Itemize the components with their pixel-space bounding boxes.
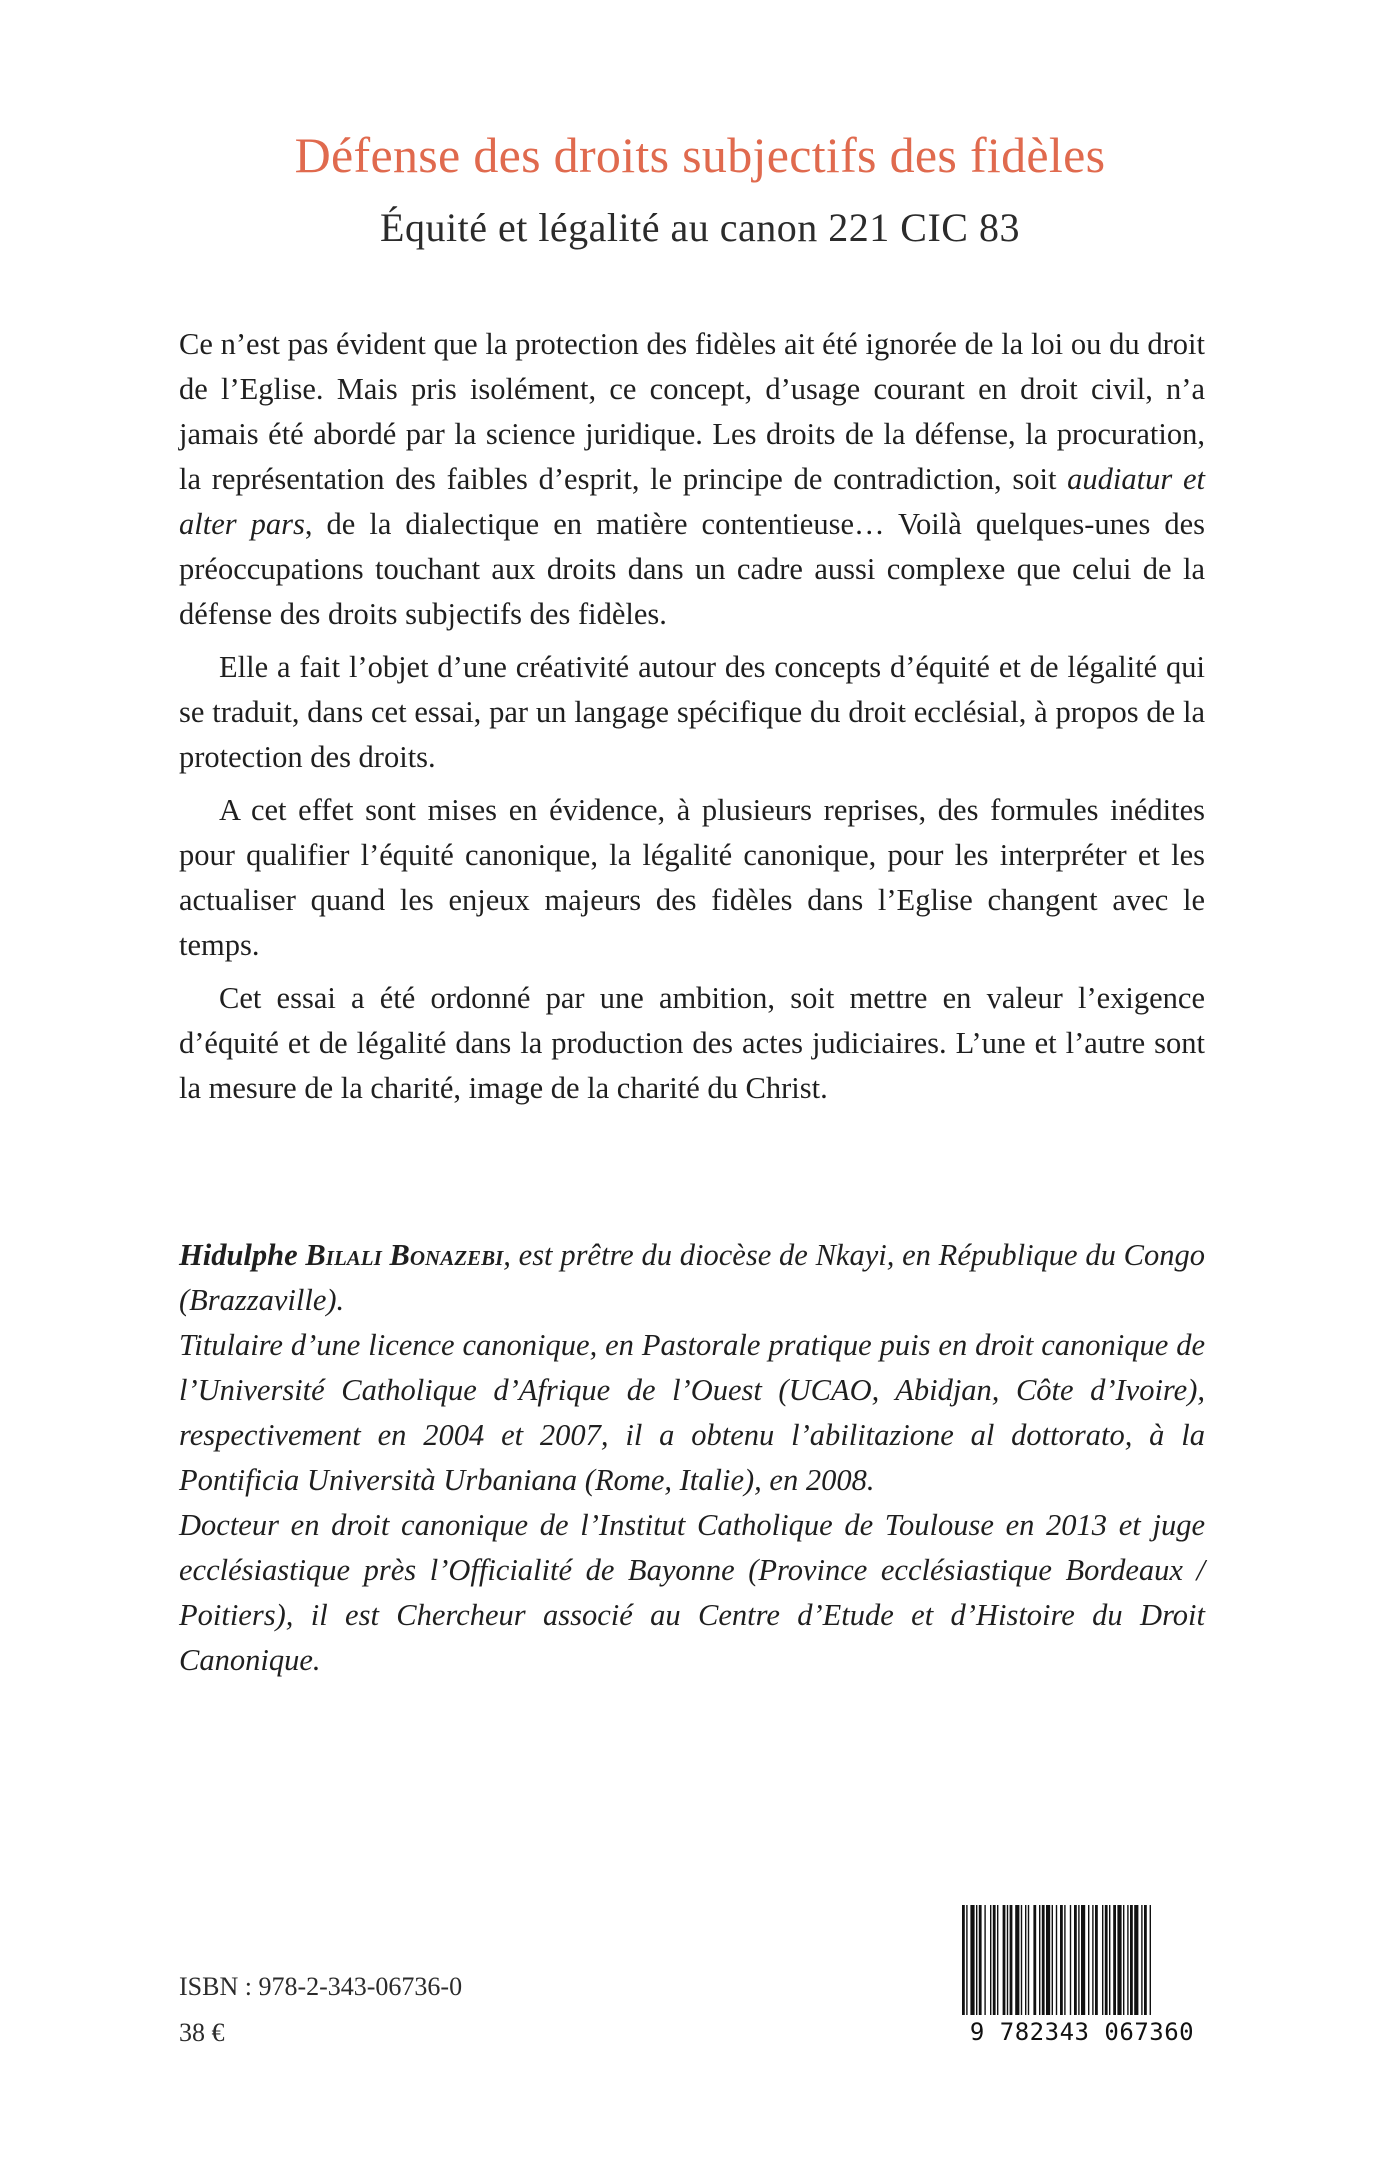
- barcode-bars: [958, 1905, 1206, 2015]
- barcode-bar: [1039, 1905, 1040, 2015]
- author-first-name: Hidulphe: [179, 1238, 306, 1272]
- barcode-bar: [1123, 1905, 1124, 2015]
- barcode-bar: [976, 1905, 977, 2015]
- barcode-bar: [1102, 1905, 1103, 2015]
- barcode-bar: [1092, 1905, 1093, 2015]
- barcode-bar: [1081, 1905, 1085, 2015]
- barcode-bar: [1021, 1905, 1022, 2015]
- barcode-bar: [1007, 1905, 1008, 2015]
- barcode-bar: [984, 1905, 985, 2015]
- barcode-bar: [1064, 1905, 1065, 2015]
- barcode-digits: 9 782343 067360: [958, 2018, 1206, 2046]
- blurb-p1-latin: audiatur et alter pars: [179, 462, 1205, 541]
- blurb-paragraph-1: [179, 322, 1205, 637]
- barcode-bar: [1056, 1905, 1057, 2015]
- barcode-bar: [1134, 1905, 1138, 2015]
- barcode-bar: [1127, 1905, 1128, 2015]
- barcode-bar: [1033, 1905, 1036, 2015]
- isbn: ISBN : 978-2-343-06736-0: [179, 1972, 463, 2001]
- barcode-bar: [1028, 1905, 1029, 2015]
- barcode-bar: [966, 1905, 967, 2015]
- blurb-paragraph-2: Elle a fait l’objet d’une créativité autour des concepts d’équité et de légalité qui se traduit, dans cet essai, par un langage spécifique du droit ecclésial, à propos de la protection des droits.: [179, 650, 1205, 774]
- blurb: [179, 322, 1205, 1119]
- barcode-bar: [1130, 1905, 1133, 2015]
- author-bio-1: Titulaire d’une licence canonique, en Pastorale pratique puis en droit canonique de l’Université Catholique d’Afrique de l’Ouest (UCAO, Abidjan, Côte d’Ivoire), respectivement en 2004 et 2007, il a obtenu l’abilitazione al dottorato, à la Pontificia Università Urbaniana (Rome, Italie), en 2008.: [179, 1328, 1205, 1497]
- barcode-bar: [1150, 1905, 1151, 2015]
- author-bio: [179, 1233, 1205, 1683]
- barcode-bar: [962, 1905, 965, 2015]
- blurb-p1-start: Ce n’est pas évident que la protection des fidèles ait été ignorée de la loi ou du droit de l’Eglise. Mais pris isolément, ce concept, d’usage courant en droit civil, n’a jamais été abordé par la science juridique. Les droits de la défense, la procuration, la représentation des faibles d’esprit, le principe de contradiction, soit: [179, 327, 1205, 496]
- barcode-bar: [1042, 1905, 1045, 2015]
- author-intro-text: , est prêtre du diocèse de Nkayi, en République du Congo (Brazzaville).: [179, 1238, 1205, 1317]
- blurb-p1-end: , de la dialectique en matière contentieuse… Voilà quelques-unes des préoccupations touchant aux droits dans un cadre aussi complexe que celui de la défense des droits subjectifs des fidèles.: [179, 507, 1206, 631]
- barcode-bar: [970, 1905, 974, 2015]
- book-title: Défense des droits subjectifs des fidèles: [294, 127, 1106, 183]
- barcode-bar: [1117, 1905, 1121, 2015]
- barcode-bar: [979, 1905, 982, 2015]
- barcode-bar: [1095, 1905, 1098, 2015]
- barcode-bar: [1141, 1905, 1142, 2015]
- barcode-bar: [1025, 1905, 1026, 2015]
- author-bio-2: Docteur en droit canonique de l’Institut Catholique de Toulouse en 2013 et juge ecclésiastique près l’Officialité de Bayonne (Province ecclésiastique Bordeaux / Poitiers), il est Chercheur associé au Centre d’Etude et d’Histoire du Droit Canonique.: [179, 1508, 1205, 1677]
- blurb-paragraph-4: Cet essai a été ordonné par une ambition, soit mettre en valeur l’exigence d’équité et de légalité dans la production des actes judiciaires. L’une et l’autre sont la mesure de la charité, image de la charité du Christ.: [179, 981, 1205, 1105]
- barcode-bar: [1060, 1905, 1063, 2015]
- barcode-bar: [997, 1905, 998, 2015]
- barcode-bar: [1052, 1905, 1053, 2015]
- barcode-bar: [1113, 1905, 1116, 2015]
- barcode-bar: [1003, 1905, 1006, 2015]
- price: 38 €: [179, 2018, 225, 2047]
- barcode-bar: [1109, 1905, 1110, 2015]
- blurb-paragraph-3: A cet effet sont mises en évidence, à plusieurs reprises, des formules inédites pour qualifier l’équité canonique, la légalité canonique, pour les interpréter et les actualiser quand les enjeux majeurs des fidèles dans l’Eglise changent avec le temps.: [179, 793, 1205, 962]
- barcode-bar: [993, 1905, 996, 2015]
- barcode-bar: [990, 1905, 991, 2015]
- barcode-bar: [1070, 1905, 1071, 2015]
- barcode-bar: [1010, 1905, 1013, 2015]
- barcode-bar: [1046, 1905, 1050, 2015]
- barcode-bar: [1105, 1905, 1108, 2015]
- barcode-bar: [1088, 1905, 1089, 2015]
- author-intro: [179, 1233, 1205, 1323]
- author-last-name: Bilali Bonazebi: [305, 1238, 504, 1272]
- book-subtitle: Équité et légalité au canon 221 CIC 83: [380, 205, 1020, 250]
- barcode-bar: [1074, 1905, 1077, 2015]
- barcode-bar: [1015, 1905, 1019, 2015]
- barcode-bar: [1078, 1905, 1079, 2015]
- barcode-bar: [1144, 1905, 1147, 2015]
